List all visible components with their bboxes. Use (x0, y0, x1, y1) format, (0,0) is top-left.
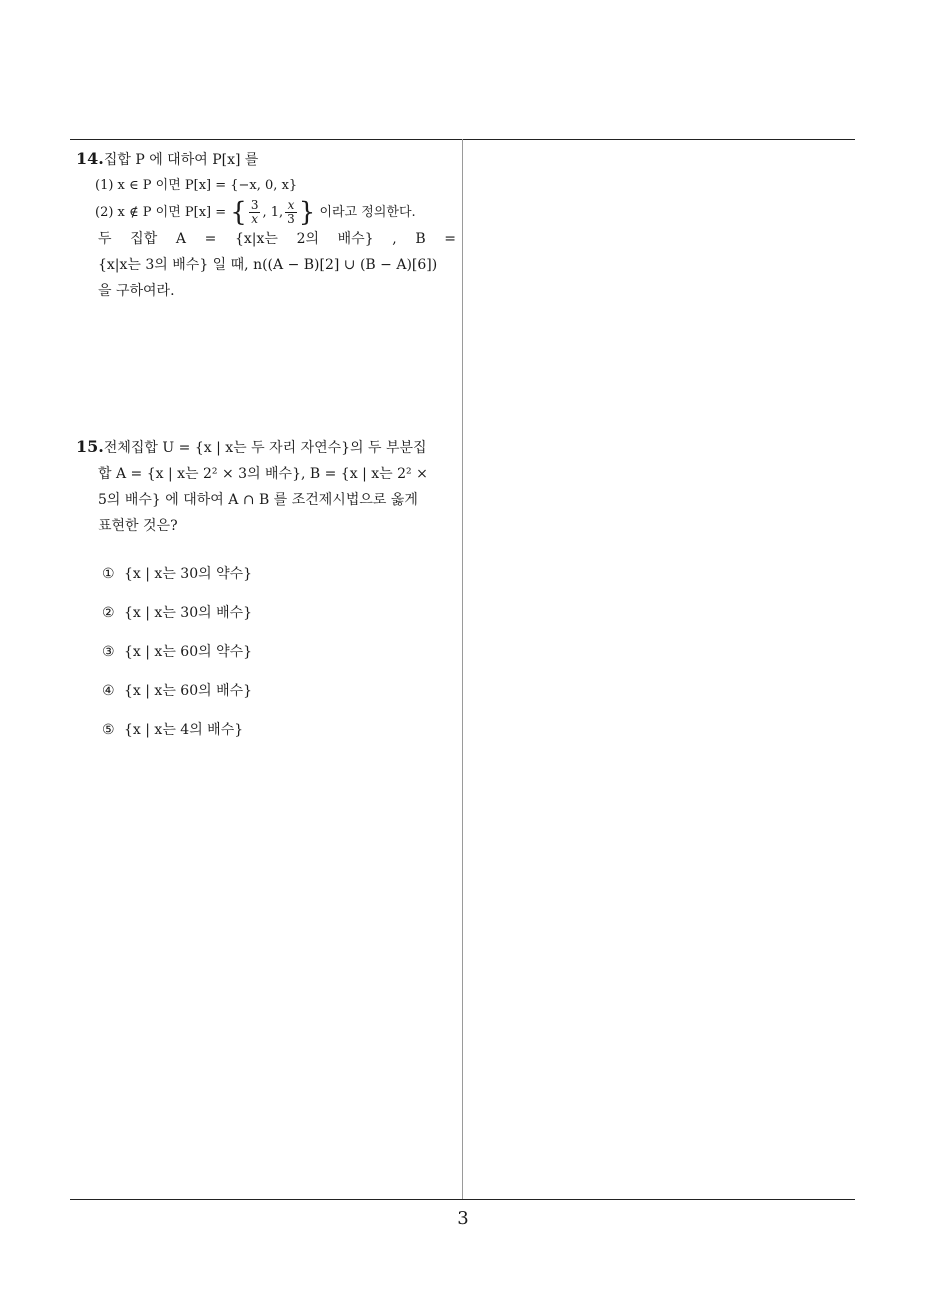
choice-3-text: {x | x는 60의 약수} (124, 644, 253, 660)
choice-5[interactable] (102, 717, 456, 756)
choice-2[interactable] (102, 600, 456, 639)
problem-14-line-4: {x|x는 3의 배수} 일 때, n((A − B)[2] ∪ (B − A)[6]) (98, 257, 438, 273)
problem-14-condition-2 (76, 199, 456, 226)
choice-1-mark: ① (102, 566, 115, 582)
problem-15-line-4: 표현한 것은? (98, 518, 178, 534)
problem-14-line-3: 두 집합 A = {x|x는 2의 배수} , B = (98, 231, 456, 247)
left-brace: { (230, 197, 247, 228)
problem-14-number: 14. (76, 149, 104, 168)
problem-14-condition-1: (1) x ∈ P 이면 P[x] = {−x, 0, x} (95, 178, 298, 193)
problem-14-intro-line (76, 146, 456, 173)
column-divider (462, 139, 463, 1200)
problem-14-intro: 집합 P 에 대하여 P[x] 를 (103, 152, 259, 168)
fraction-x-over-3: $\frac{x}{3}$ (287, 198, 295, 226)
choice-1[interactable] (102, 561, 456, 600)
problem-15-line-1: 15.전체집합 U = {x | x는 두 자리 자연수}의 두 부분집 (76, 437, 427, 456)
condition-2-suffix: 이라고 정의한다. (319, 205, 416, 220)
choice-2-text: {x | x는 30의 배수} (124, 605, 253, 621)
choice-3-mark: ③ (102, 644, 115, 660)
choice-4-text: {x | x는 60의 배수} (124, 683, 253, 699)
condition-2-mid: , 1, (262, 205, 284, 220)
choice-4-mark: ④ (102, 683, 115, 699)
problem-15-line-2: 합 A = {x | x는 2² × 3의 배수}, B = {x | x는 2² × (98, 466, 428, 482)
right-brace: } (298, 197, 316, 228)
choice-4[interactable] (102, 678, 456, 717)
problem-14-line-5: 을 구하여라. (98, 283, 175, 299)
problem-15 (76, 434, 456, 756)
bottom-rule (70, 1199, 855, 1200)
problem-14 (76, 146, 456, 304)
choice-3[interactable] (102, 639, 456, 678)
answer-choices (76, 561, 456, 756)
problem-15-line-3: 5의 배수} 에 대하여 A ∩ B 를 조건제시법으로 옳게 (98, 492, 418, 508)
choice-1-text: {x | x는 30의 약수} (124, 566, 253, 582)
choice-5-text: {x | x는 4의 배수} (124, 722, 244, 738)
page-number: 3 (457, 1208, 469, 1229)
choice-2-mark: ② (102, 605, 115, 621)
fraction-3-over-x: $\frac{3}{x}$ (250, 198, 259, 226)
condition-2-prefix: (2) x ∉ P 이면 P[x] = (95, 205, 227, 220)
choice-5-mark: ⑤ (102, 722, 115, 738)
problem-15-number: 15. (76, 437, 104, 456)
